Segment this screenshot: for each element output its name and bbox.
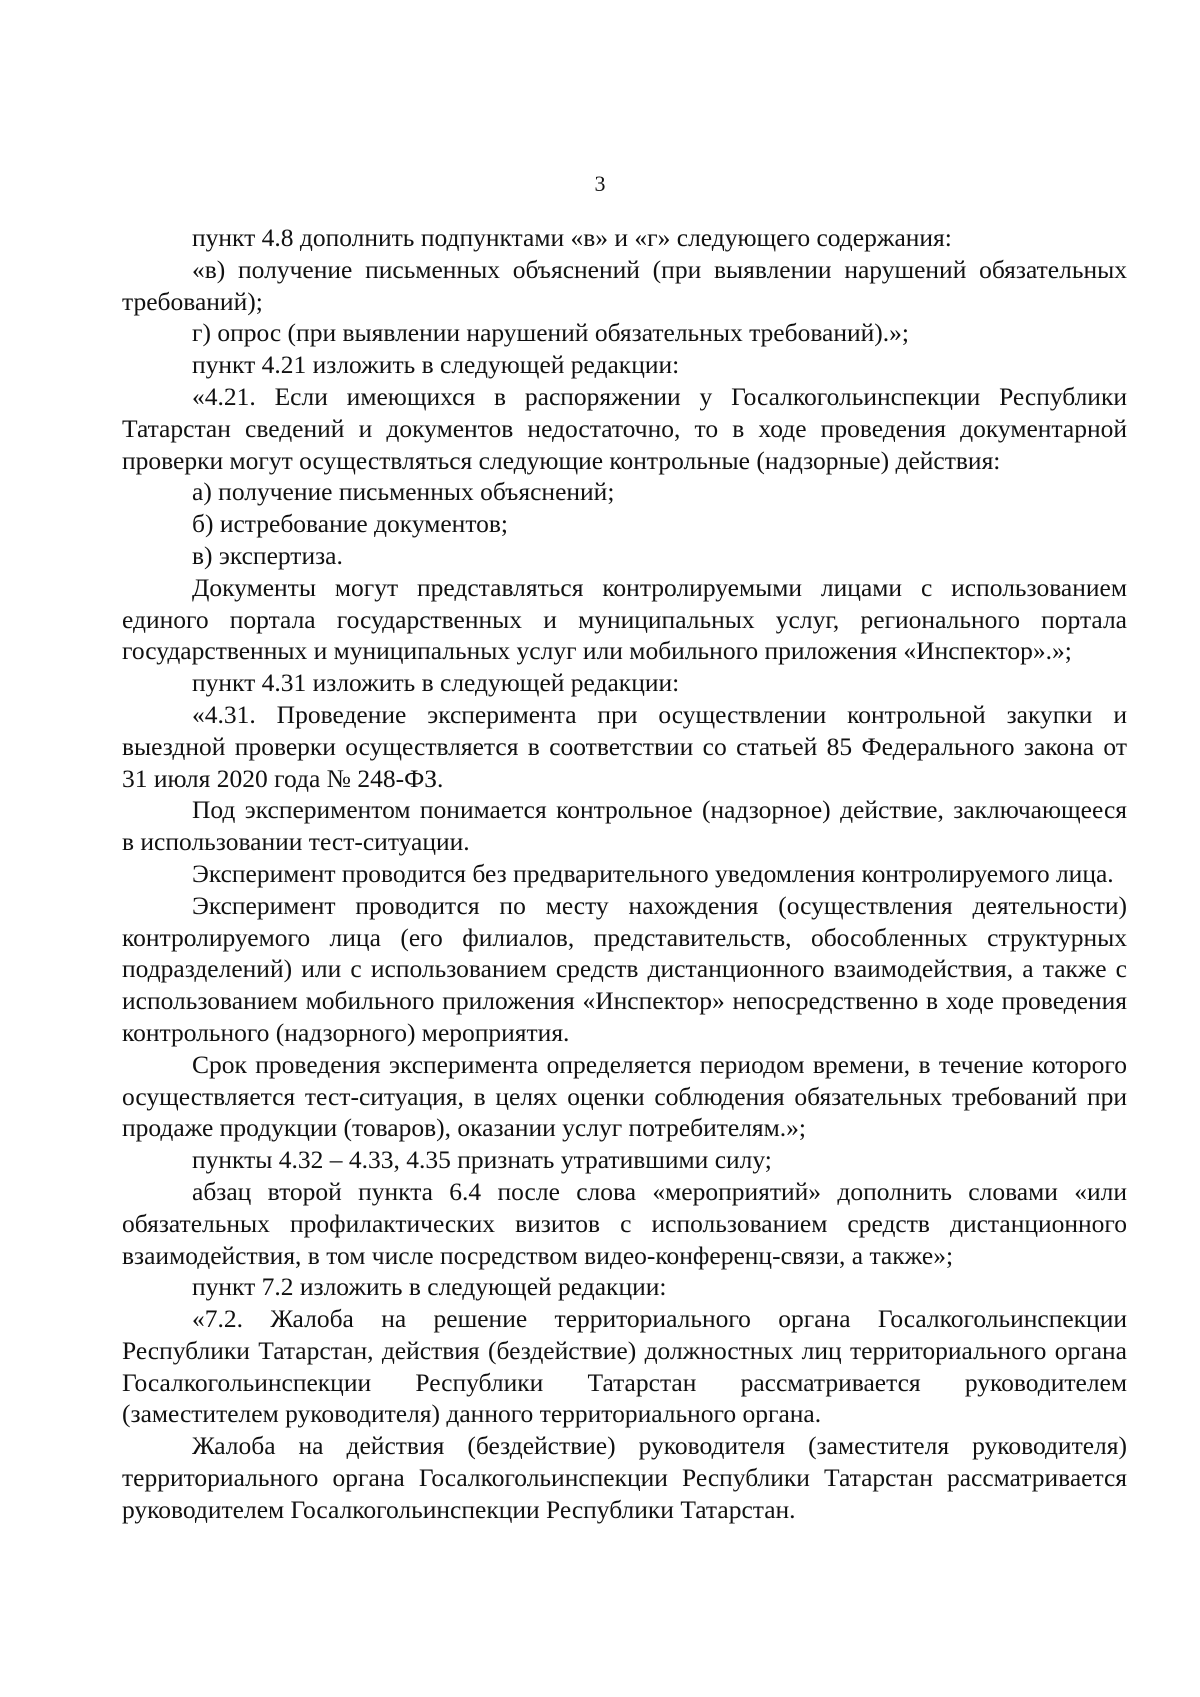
paragraph: «4.31. Проведение эксперимента при осуществлении контрольной закупки и выездной проверки осуществляется в соответствии со статьей 85 Федерального закона от 31 июля 2020 года № 248-ФЗ. bbox=[122, 699, 1127, 793]
paragraph: пункт 4.31 изложить в следующей редакции: bbox=[192, 668, 680, 698]
paragraph: пункты 4.32 – 4.33, 4.35 признать утратившими силу; bbox=[192, 1145, 772, 1175]
paragraph: Эксперимент проводится по месту нахождения (осуществления деятельности) контролируемого лица (его филиалов, представительств, обособленных структурных подразделений) или с использованием средств дистанционного взаимодействия, а также с использованием мобильного приложения «Инспектор» непосредственно в ходе проведения контрольного (надзорного) мероприятия. bbox=[122, 890, 1127, 1047]
paragraph: б) истребование документов; bbox=[192, 509, 509, 539]
page-number: 3 bbox=[594, 171, 606, 196]
paragraph: пункт 7.2 изложить в следующей редакции: bbox=[192, 1272, 667, 1302]
paragraph: Эксперимент проводится без предварительного уведомления контролируемого лица. bbox=[192, 858, 1114, 888]
paragraph: Документы могут представляться контролируемыми лицами с использованием единого портала государственных и муниципальных услуг, регионального портала государственных и муниципальных услуг или мобильного приложения «Инспектор».»; bbox=[122, 572, 1127, 666]
document-body bbox=[122, 222, 1127, 1526]
paragraph: пункт 4.21 изложить в следующей редакции: bbox=[192, 350, 680, 380]
paragraph: а) получение письменных объяснений; bbox=[192, 477, 615, 507]
paragraph: Срок проведения эксперимента определяется периодом времени, в течение которого осуществляется тест-ситуация, в целях оценки соблюдения обязательных требований при продаже продукции (товаров), оказании услуг потребителям.»; bbox=[122, 1049, 1127, 1143]
paragraph: в) экспертиза. bbox=[192, 540, 343, 570]
paragraph: г) опрос (при выявлении нарушений обязательных требований).»; bbox=[192, 318, 910, 348]
paragraph: абзац второй пункта 6.4 после слова «мероприятий» дополнить словами «или обязательных профилактических визитов с использованием средств дистанционного взаимодействия, в том числе посредством видео-конференц-связи, а также»; bbox=[122, 1176, 1127, 1270]
paragraph: пункт 4.8 дополнить подпунктами «в» и «г» следующего содержания: bbox=[192, 223, 952, 252]
paragraph: Жалоба на действия (бездействие) руководителя (заместителя руководителя) территориального органа Госалкогольинспекции Республики Татарстан рассматривается руководителем Госалкогольинспекции Республики Татарстан. bbox=[122, 1431, 1127, 1524]
paragraph: «7.2. Жалоба на решение территориального органа Госалкогольинспекции Республики Татарстан, действия (бездействие) должностных лиц территориального органа Госалкогольинспекции Республики Татарстан рассматривается руководителем (заместителем руководителя) данного территориального органа. bbox=[122, 1304, 1127, 1429]
paragraph: «4.21. Если имеющихся в распоряжении у Госалкогольинспекции Республики Татарстан сведений и документов недостаточно, то в ходе проведения документарной проверки могут осуществляться следующие контрольные (надзорные) действия: bbox=[122, 381, 1127, 475]
paragraph: «в) получение письменных объяснений (при выявлении нарушений обязательных требований); bbox=[122, 254, 1127, 316]
paragraph: Под экспериментом понимается контрольное (надзорное) действие, заключающееся в использовании тест-ситуации. bbox=[122, 795, 1127, 857]
